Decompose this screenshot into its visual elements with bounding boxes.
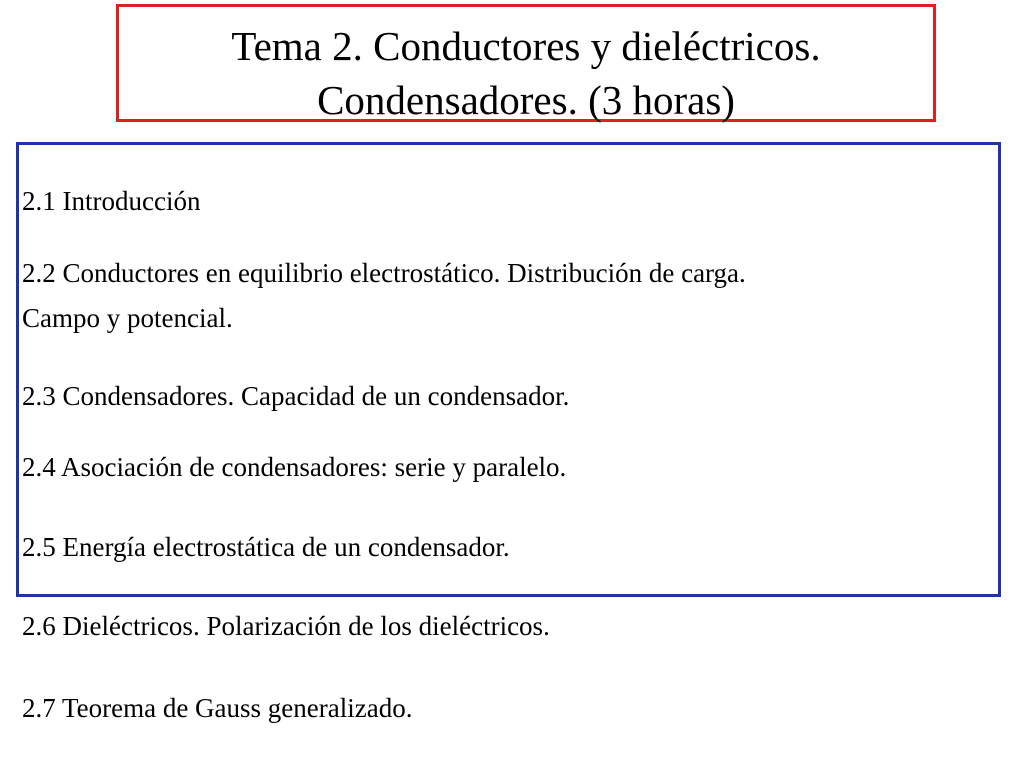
topic-2-2-continuation: Campo y potencial. <box>22 303 233 333</box>
topic-2-2: 2.2 Conductores en equilibrio electrostático. Distribución de carga. <box>22 258 746 288</box>
slide-title-box <box>116 4 936 122</box>
slide-title-line-1: Tema 2. Conductores y dieléctricos. <box>231 23 821 69</box>
topic-2-7: 2.7 Teorema de Gauss generalizado. <box>22 693 413 723</box>
topic-2-5: 2.5 Energía electrostática de un condensador. <box>22 532 510 562</box>
topic-2-3: 2.3 Condensadores. Capacidad de un condensador. <box>22 381 570 411</box>
topic-2-6: 2.6 Dieléctricos. Polarización de los dieléctricos. <box>22 611 550 641</box>
topic-2-1: 2.1 Introducción <box>22 186 201 216</box>
slide-title-line-2: Condensadores. (3 horas) <box>317 77 735 123</box>
topic-2-4: 2.4 Asociación de condensadores: serie y paralelo. <box>22 452 567 482</box>
